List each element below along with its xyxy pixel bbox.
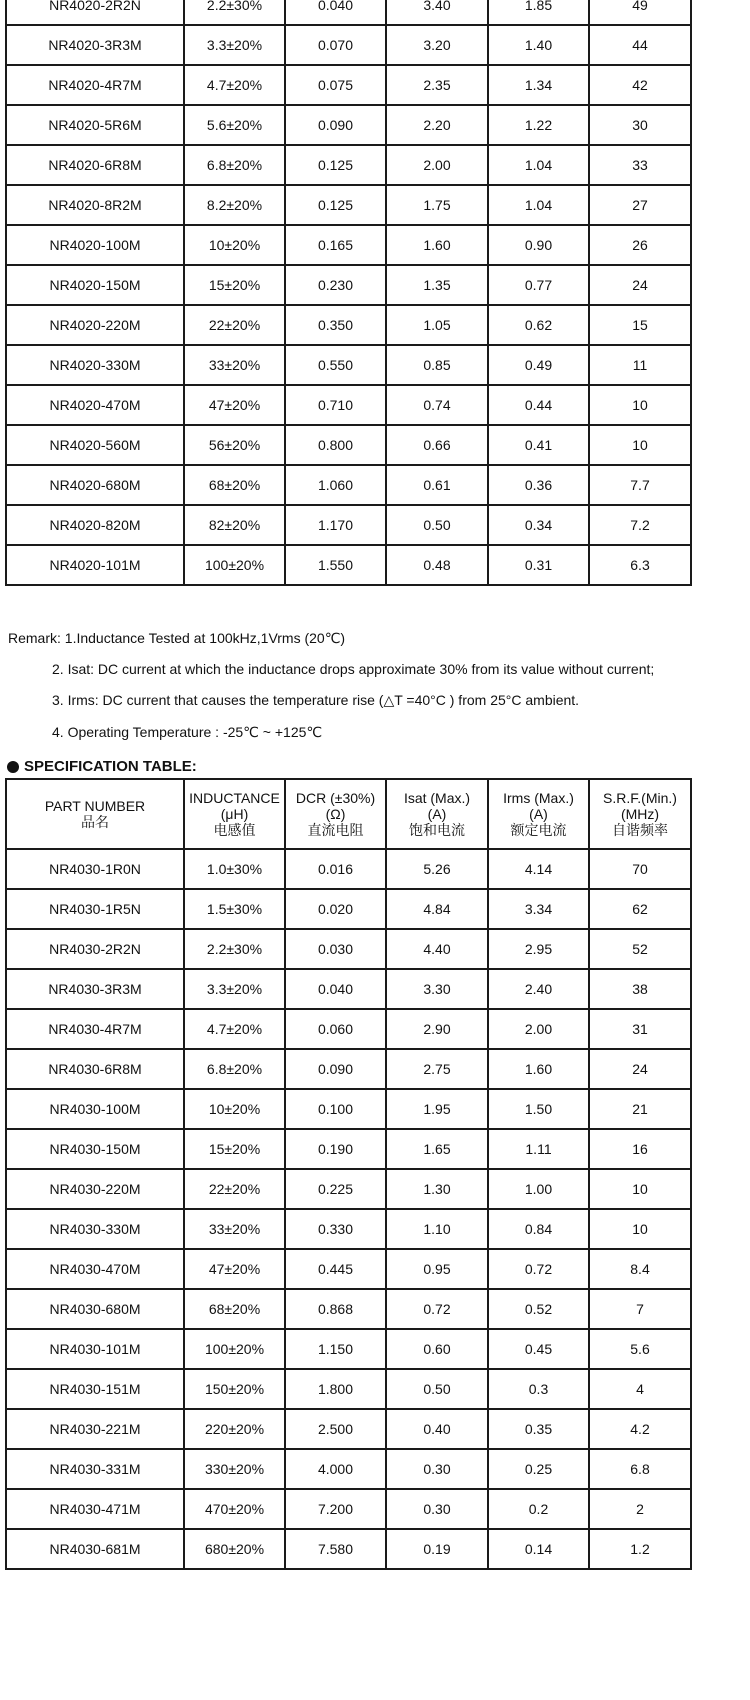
table-cell: 33±20% xyxy=(184,345,285,385)
column-header-line: (A) xyxy=(529,806,548,822)
table-cell: 3.3±20% xyxy=(184,969,285,1009)
table-cell: 0.800 xyxy=(285,425,386,465)
table-cell: 3.40 xyxy=(386,0,488,25)
table-cell: 1.22 xyxy=(488,105,589,145)
table-cell: 1.11 xyxy=(488,1129,589,1169)
table-cell: 31 xyxy=(589,1009,691,1049)
table-cell: 68±20% xyxy=(184,465,285,505)
table-cell: 24 xyxy=(589,1049,691,1089)
spec-table-nr4020 xyxy=(5,0,692,586)
table-cell: 0.61 xyxy=(386,465,488,505)
table-cell: 1.04 xyxy=(488,145,589,185)
table-row xyxy=(6,1409,691,1449)
table-cell: 0.868 xyxy=(285,1289,386,1329)
table-cell: 0.040 xyxy=(285,969,386,1009)
table-cell: 100±20% xyxy=(184,1329,285,1369)
table-cell: 0.77 xyxy=(488,265,589,305)
remark-line: 2. Isat: DC current at which the inductance drops approximate 30% from its value without current; xyxy=(52,661,655,677)
table-cell: 100±20% xyxy=(184,545,285,585)
bullet-icon xyxy=(7,761,19,773)
table-cell: 0.14 xyxy=(488,1529,589,1569)
table-cell: 11 xyxy=(589,345,691,385)
column-header xyxy=(6,779,184,849)
table-cell: 1.95 xyxy=(386,1089,488,1129)
table-cell: 4.000 xyxy=(285,1449,386,1489)
table-cell: 47±20% xyxy=(184,1249,285,1289)
part-number-cell: NR4030-151M xyxy=(6,1369,184,1409)
table-cell: 2 xyxy=(589,1489,691,1529)
column-header-line: 电感值 xyxy=(213,822,256,838)
table-cell: 0.190 xyxy=(285,1129,386,1169)
table-cell: 680±20% xyxy=(184,1529,285,1569)
table-cell: 0.84 xyxy=(488,1209,589,1249)
table-cell: 1.65 xyxy=(386,1129,488,1169)
table-row xyxy=(6,305,691,345)
column-header xyxy=(589,779,691,849)
table-cell: 2.500 xyxy=(285,1409,386,1449)
table-cell: 470±20% xyxy=(184,1489,285,1529)
table-cell: 0.34 xyxy=(488,505,589,545)
table-row xyxy=(6,1169,691,1209)
table-cell: 1.34 xyxy=(488,65,589,105)
part-number-cell: NR4020-470M xyxy=(6,385,184,425)
table-cell: 0.100 xyxy=(285,1089,386,1129)
spec-table-nr4030 xyxy=(5,778,692,1570)
table-cell: 1.30 xyxy=(386,1169,488,1209)
table-cell: 16 xyxy=(589,1129,691,1169)
part-number-cell: NR4030-681M xyxy=(6,1529,184,1569)
remark-line: 4. Operating Temperature : -25℃ ~ +125℃ xyxy=(52,724,323,740)
table-cell: 0.31 xyxy=(488,545,589,585)
table-cell: 5.6 xyxy=(589,1329,691,1369)
table-cell: 4 xyxy=(589,1369,691,1409)
table-cell: 4.7±20% xyxy=(184,65,285,105)
table-row xyxy=(6,849,691,889)
table-row xyxy=(6,25,691,65)
table-cell: 0.90 xyxy=(488,225,589,265)
table-cell: 0.125 xyxy=(285,185,386,225)
table-cell: 10±20% xyxy=(184,1089,285,1129)
table-cell: 15±20% xyxy=(184,265,285,305)
part-number-cell: NR4030-150M xyxy=(6,1129,184,1169)
table-cell: 0.48 xyxy=(386,545,488,585)
part-number-cell: NR4020-3R3M xyxy=(6,25,184,65)
column-header-line: (Ω) xyxy=(325,806,346,822)
table-cell: 1.170 xyxy=(285,505,386,545)
column-header-line: 品名 xyxy=(81,814,109,830)
table-row xyxy=(6,345,691,385)
table-cell: 1.150 xyxy=(285,1329,386,1369)
column-header-line: 额定电流 xyxy=(510,822,567,838)
table-row xyxy=(6,929,691,969)
table-cell: 2.90 xyxy=(386,1009,488,1049)
table-cell: 3.20 xyxy=(386,25,488,65)
table-cell: 1.40 xyxy=(488,25,589,65)
table-cell: 5.6±20% xyxy=(184,105,285,145)
table-cell: 7.7 xyxy=(589,465,691,505)
column-header-line: Irms (Max.) xyxy=(503,790,574,806)
table-cell: 42 xyxy=(589,65,691,105)
table-row xyxy=(6,1209,691,1249)
part-number-cell: NR4030-1R0N xyxy=(6,849,184,889)
table-cell: 0.62 xyxy=(488,305,589,345)
table-cell: 3.3±20% xyxy=(184,25,285,65)
table-cell: 38 xyxy=(589,969,691,1009)
column-header-line: (A) xyxy=(427,806,447,822)
part-number-cell: NR4030-4R7M xyxy=(6,1009,184,1049)
table-cell: 0.445 xyxy=(285,1249,386,1289)
table-cell: 1.05 xyxy=(386,305,488,345)
column-header-line: 饱和电流 xyxy=(409,822,465,838)
part-number-cell: NR4030-221M xyxy=(6,1409,184,1449)
column-header xyxy=(386,779,488,849)
table-cell: 0.50 xyxy=(386,505,488,545)
table-row xyxy=(6,1329,691,1369)
table-cell: 52 xyxy=(589,929,691,969)
table-cell: 7.2 xyxy=(589,505,691,545)
table-row xyxy=(6,425,691,465)
table-cell: 44 xyxy=(589,25,691,65)
table-cell: 1.60 xyxy=(386,225,488,265)
table-cell: 2.00 xyxy=(488,1009,589,1049)
column-header xyxy=(184,779,285,849)
table-cell: 0.030 xyxy=(285,929,386,969)
table-cell: 0.72 xyxy=(386,1289,488,1329)
table-cell: 4.40 xyxy=(386,929,488,969)
table-cell: 1.800 xyxy=(285,1369,386,1409)
part-number-cell: NR4030-101M xyxy=(6,1329,184,1369)
table-row xyxy=(6,1249,691,1289)
table-cell: 0.30 xyxy=(386,1489,488,1529)
table-row xyxy=(6,1289,691,1329)
table-cell: 7 xyxy=(589,1289,691,1329)
table-cell: 0.95 xyxy=(386,1249,488,1289)
table-cell: 0.230 xyxy=(285,265,386,305)
table-cell: 0.52 xyxy=(488,1289,589,1329)
table-cell: 4.7±20% xyxy=(184,1009,285,1049)
column-header-line: (MHz) xyxy=(620,806,660,822)
table-cell: 0.090 xyxy=(285,105,386,145)
table-cell: 10 xyxy=(589,385,691,425)
spec-table-nr4030-header xyxy=(6,779,691,849)
table-cell: 49 xyxy=(589,0,691,25)
table-cell: 10 xyxy=(589,425,691,465)
table-cell: 0.40 xyxy=(386,1409,488,1449)
table-row xyxy=(6,225,691,265)
spec-table-heading-text: SPECIFICATION TABLE: xyxy=(24,758,197,775)
table-cell: 47±20% xyxy=(184,385,285,425)
table-row xyxy=(6,889,691,929)
table-row xyxy=(6,1489,691,1529)
table-row xyxy=(6,1449,691,1489)
table-cell: 0.25 xyxy=(488,1449,589,1489)
table-cell: 0.19 xyxy=(386,1529,488,1569)
part-number-cell: NR4020-560M xyxy=(6,425,184,465)
table-cell: 8.4 xyxy=(589,1249,691,1289)
table-cell: 1.50 xyxy=(488,1089,589,1129)
table-cell: 30 xyxy=(589,105,691,145)
part-number-cell: NR4020-2R2N xyxy=(6,0,184,25)
part-number-cell: NR4030-331M xyxy=(6,1449,184,1489)
table-row xyxy=(6,385,691,425)
table-header-row xyxy=(6,779,691,849)
table-cell: 1.00 xyxy=(488,1169,589,1209)
table-cell: 24 xyxy=(589,265,691,305)
table-cell: 2.35 xyxy=(386,65,488,105)
part-number-cell: NR4030-330M xyxy=(6,1209,184,1249)
table-cell: 1.060 xyxy=(285,465,386,505)
table-cell: 4.2 xyxy=(589,1409,691,1449)
table-cell: 62 xyxy=(589,889,691,929)
table-cell: 1.35 xyxy=(386,265,488,305)
table-cell: 2.20 xyxy=(386,105,488,145)
table-cell: 1.04 xyxy=(488,185,589,225)
table-cell: 0.35 xyxy=(488,1409,589,1449)
table-cell: 0.060 xyxy=(285,1009,386,1049)
table-cell: 0.020 xyxy=(285,889,386,929)
table-cell: 0.3 xyxy=(488,1369,589,1409)
table-row xyxy=(6,545,691,585)
table-cell: 0.44 xyxy=(488,385,589,425)
table-cell: 1.0±30% xyxy=(184,849,285,889)
column-header-line: (μH) xyxy=(220,806,249,822)
table-row xyxy=(6,465,691,505)
table-row xyxy=(6,969,691,1009)
table-cell: 10 xyxy=(589,1209,691,1249)
table-cell: 0.070 xyxy=(285,25,386,65)
table-cell: 33 xyxy=(589,145,691,185)
table-cell: 2.40 xyxy=(488,969,589,1009)
table-cell: 1.85 xyxy=(488,0,589,25)
column-header-line: 自谐频率 xyxy=(612,822,668,838)
table-cell: 0.66 xyxy=(386,425,488,465)
part-number-cell: NR4030-100M xyxy=(6,1089,184,1129)
table-cell: 21 xyxy=(589,1089,691,1129)
table-cell: 3.30 xyxy=(386,969,488,1009)
table-cell: 2.95 xyxy=(488,929,589,969)
column-header-line: S.R.F.(Min.) xyxy=(603,790,677,806)
table-cell: 0.36 xyxy=(488,465,589,505)
part-number-cell: NR4030-6R8M xyxy=(6,1049,184,1089)
part-number-cell: NR4030-1R5N xyxy=(6,889,184,929)
spec-table-nr4020-body xyxy=(6,0,691,585)
table-cell: 0.550 xyxy=(285,345,386,385)
table-cell: 220±20% xyxy=(184,1409,285,1449)
part-number-cell: NR4020-820M xyxy=(6,505,184,545)
table-cell: 68±20% xyxy=(184,1289,285,1329)
part-number-cell: NR4020-100M xyxy=(6,225,184,265)
table-cell: 26 xyxy=(589,225,691,265)
table-row xyxy=(6,505,691,545)
table-cell: 0.49 xyxy=(488,345,589,385)
table-cell: 22±20% xyxy=(184,1169,285,1209)
table-cell: 2.75 xyxy=(386,1049,488,1089)
part-number-cell: NR4030-3R3M xyxy=(6,969,184,1009)
table-row xyxy=(6,0,691,25)
part-number-cell: NR4020-6R8M xyxy=(6,145,184,185)
table-cell: 0.74 xyxy=(386,385,488,425)
table-cell: 0.350 xyxy=(285,305,386,345)
table-cell: 15 xyxy=(589,305,691,345)
table-cell: 0.075 xyxy=(285,65,386,105)
table-cell: 0.41 xyxy=(488,425,589,465)
table-row xyxy=(6,265,691,305)
table-cell: 1.10 xyxy=(386,1209,488,1249)
remark-line: 3. Irms: DC current that causes the temperature rise (△T =40°C ) from 25°C ambient. xyxy=(52,692,580,708)
part-number-cell: NR4020-220M xyxy=(6,305,184,345)
column-header-line: Isat (Max.) xyxy=(403,790,471,806)
table-cell: 33±20% xyxy=(184,1209,285,1249)
part-number-cell: NR4030-2R2N xyxy=(6,929,184,969)
table-cell: 0.225 xyxy=(285,1169,386,1209)
table-row xyxy=(6,1129,691,1169)
table-cell: 6.8±20% xyxy=(184,1049,285,1089)
column-header-line: PART NUMBER xyxy=(44,798,146,814)
part-number-cell: NR4030-471M xyxy=(6,1489,184,1529)
table-cell: 56±20% xyxy=(184,425,285,465)
table-cell: 8.2±20% xyxy=(184,185,285,225)
table-cell: 0.2 xyxy=(488,1489,589,1529)
table-cell: 4.84 xyxy=(386,889,488,929)
table-row xyxy=(6,65,691,105)
table-cell: 0.72 xyxy=(488,1249,589,1289)
table-cell: 4.14 xyxy=(488,849,589,889)
table-row xyxy=(6,185,691,225)
table-cell: 10±20% xyxy=(184,225,285,265)
table-row xyxy=(6,1529,691,1569)
table-cell: 1.75 xyxy=(386,185,488,225)
column-header-line: DCR (±30%) xyxy=(295,790,376,806)
table-cell: 0.040 xyxy=(285,0,386,25)
table-cell: 10 xyxy=(589,1169,691,1209)
part-number-cell: NR4020-330M xyxy=(6,345,184,385)
table-cell: 82±20% xyxy=(184,505,285,545)
table-cell: 7.580 xyxy=(285,1529,386,1569)
table-cell: 1.550 xyxy=(285,545,386,585)
table-cell: 330±20% xyxy=(184,1449,285,1489)
table-row xyxy=(6,1049,691,1089)
table-cell: 0.45 xyxy=(488,1329,589,1369)
table-cell: 0.50 xyxy=(386,1369,488,1409)
spec-table-nr4030-body xyxy=(6,849,691,1569)
table-cell: 150±20% xyxy=(184,1369,285,1409)
part-number-cell: NR4030-470M xyxy=(6,1249,184,1289)
part-number-cell: NR4020-101M xyxy=(6,545,184,585)
part-number-cell: NR4020-150M xyxy=(6,265,184,305)
table-cell: 0.85 xyxy=(386,345,488,385)
table-row xyxy=(6,1089,691,1129)
table-cell: 15±20% xyxy=(184,1129,285,1169)
table-cell: 6.8 xyxy=(589,1449,691,1489)
table-cell: 0.330 xyxy=(285,1209,386,1249)
table-row xyxy=(6,105,691,145)
table-row xyxy=(6,145,691,185)
spec-table-heading xyxy=(7,758,197,775)
part-number-cell: NR4030-220M xyxy=(6,1169,184,1209)
table-cell: 0.016 xyxy=(285,849,386,889)
table-cell: 2.2±30% xyxy=(184,929,285,969)
column-header-line: INDUCTANCE xyxy=(189,790,280,806)
table-cell: 0.125 xyxy=(285,145,386,185)
part-number-cell: NR4030-680M xyxy=(6,1289,184,1329)
table-cell: 5.26 xyxy=(386,849,488,889)
table-cell: 70 xyxy=(589,849,691,889)
table-cell: 0.60 xyxy=(386,1329,488,1369)
table-cell: 0.30 xyxy=(386,1449,488,1489)
remark-line: Remark: 1.Inductance Tested at 100kHz,1Vrms (20℃) xyxy=(8,630,346,646)
table-cell: 7.200 xyxy=(285,1489,386,1529)
part-number-cell: NR4020-8R2M xyxy=(6,185,184,225)
table-row xyxy=(6,1369,691,1409)
column-header xyxy=(488,779,589,849)
table-cell: 2.00 xyxy=(386,145,488,185)
table-row xyxy=(6,1009,691,1049)
table-cell: 6.3 xyxy=(589,545,691,585)
table-cell: 1.60 xyxy=(488,1049,589,1089)
table-cell: 22±20% xyxy=(184,305,285,345)
table-cell: 6.8±20% xyxy=(184,145,285,185)
part-number-cell: NR4020-5R6M xyxy=(6,105,184,145)
table-cell: 0.090 xyxy=(285,1049,386,1089)
table-cell: 1.2 xyxy=(589,1529,691,1569)
table-cell: 0.710 xyxy=(285,385,386,425)
table-cell: 0.165 xyxy=(285,225,386,265)
table-cell: 2.2±30% xyxy=(184,0,285,25)
table-cell: 1.5±30% xyxy=(184,889,285,929)
column-header xyxy=(285,779,386,849)
table-cell: 3.34 xyxy=(488,889,589,929)
table-cell: 27 xyxy=(589,185,691,225)
part-number-cell: NR4020-4R7M xyxy=(6,65,184,105)
column-header-line: 直流电阻 xyxy=(307,822,364,838)
part-number-cell: NR4020-680M xyxy=(6,465,184,505)
